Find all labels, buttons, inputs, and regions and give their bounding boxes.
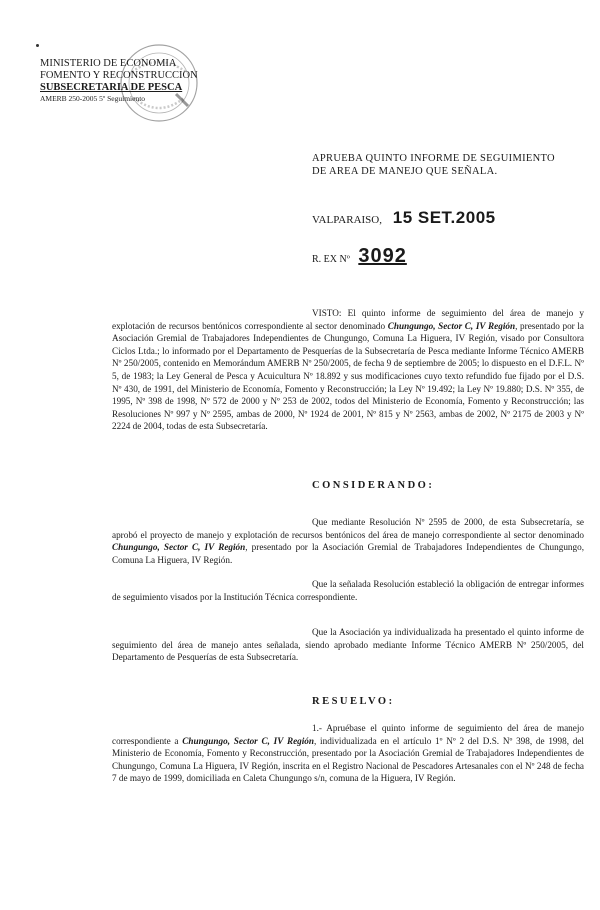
undersecretariat-line: SUBSECRETARIA DE PESCA xyxy=(40,82,183,93)
ministry-line: MINISTERIO DE ECONOMIA xyxy=(40,58,177,69)
resolution-prefix: R. EX Nº xyxy=(312,254,350,265)
sector-name: Chungungo, Sector C, IV Región xyxy=(182,735,314,746)
reference-code: AMERB 250-2005 5º Seguimiento xyxy=(40,94,146,103)
considerando-paragraph-3: Que la Asociación ya individualizada ha presentado el quinto informe de seguimiento del área de manejo antes señalada, siendo aprobado mediante Informe Técnico AMERB Nº 250/2005, del Departamento de Pesquerías de esta Subsecretaría. xyxy=(112,627,584,663)
date-stamp: 15 SET.2005 xyxy=(392,208,496,227)
considerando-heading: CONSIDERANDO: xyxy=(312,480,435,491)
letterhead xyxy=(40,58,210,104)
resuelvo-heading: RESUELVO: xyxy=(312,696,395,707)
considerando-paragraph-1: Que mediante Resolución Nº 2595 de 2000, de esta Subsecretaría, se aprobó el proyecto de manejo y explotación de recursos bentónicos del área de manejo correspondiente al sector denominado Chungungo, Sector C, IV Región, presentado por la Asociación Gremial de Trabajadores Independientes de Chungungo, Comuna La Higuera, IV Región. xyxy=(112,517,584,565)
resolution-number xyxy=(312,245,407,268)
document-subject xyxy=(312,152,572,178)
subject-line-1: APRUEBA QUINTO INFORME DE SEGUIMIENTO xyxy=(312,153,555,164)
sector-name: Chungungo, Sector C, IV Región xyxy=(112,542,246,553)
ministry-line-2: FOMENTO Y RECONSTRUCCION xyxy=(40,70,198,81)
place-and-date xyxy=(312,208,496,228)
visto-paragraph: VISTO: El quinto informe de seguimiento del área de manejo y explotación de recursos bentónicos correspondiente al sector denominado Chungungo, Sector C, IV Región, presentado por la Asociación Gremial de Trabajadores Independientes de Chungungo, Comuna La Higuera, IV Región, visado por Consultora Ciclos Ltda.; lo informado por el Departamento de Pesquerías de la Subsecretaría de Pesca mediante Informe Técnico AMERB Nº 250/2005, contenido en Memorándum AMERB Nº 250/2005, de fecha 9 de septiembre de 2005; lo dispuesto en el D.F.L. Nº 5, de 1983; la Ley General de Pesca y Acuicultura Nº 18.892 y sus modificaciones cuyo texto refundido fue fijado por el D.S. Nº 430, de 1991, del Ministerio de Economía, Fomento y Reconstrucción; la Ley Nº 19.492; la Ley Nº 19.880; D.S. Nº 355, de 1995, Nº 398 de 1998, Nº 572 de 2000 y Nº 253 de 2002, todos del Ministerio de Economía, Fomento y Reconstrucción; las Resoluciones Nº 997 y Nº 2595, ambas de 2000, Nº 1924 de 2001, Nº 815 y Nº 2563, ambas de 2002, Nº 2175 de 2003 y Nº 2224 de 2004, todas de esta Subsecretaría. xyxy=(112,308,585,432)
resuelvo-paragraph-1: 1.- Apruébase el quinto informe de seguimiento del área de manejo correspondiente a Chungungo, Sector C, IV Región, individualizada en el artículo 1º Nº 2 del D.S. Nº 398, de 1998, del Ministerio de Economía, Fomento y Reconstrucción, presentado por la Asociación Gremial de Trabajadores Independientes de Chungungo, Comuna La Higuera, IV Región, inscrita en el Registro Nacional de Pescadores Artesanales con el Nº 248 de fecha 7 de mayo de 1999, domiciliada en Caleta Chungungo s/n, comuna de la Higuera, IV Región. xyxy=(112,723,584,784)
scan-speck xyxy=(36,44,39,47)
considerando-paragraph-2: Que la señalada Resolución estableció la obligación de entregar informes de seguimiento visados por la Institución Técnica correspondiente. xyxy=(112,579,584,602)
subject-line-2: DE AREA DE MANEJO QUE SEÑALA. xyxy=(312,166,498,177)
resolution-number-value: 3092 xyxy=(358,245,407,267)
sector-name: Chungungo, Sector C, IV Región xyxy=(387,320,516,331)
place: VALPARAISO, xyxy=(312,214,382,226)
